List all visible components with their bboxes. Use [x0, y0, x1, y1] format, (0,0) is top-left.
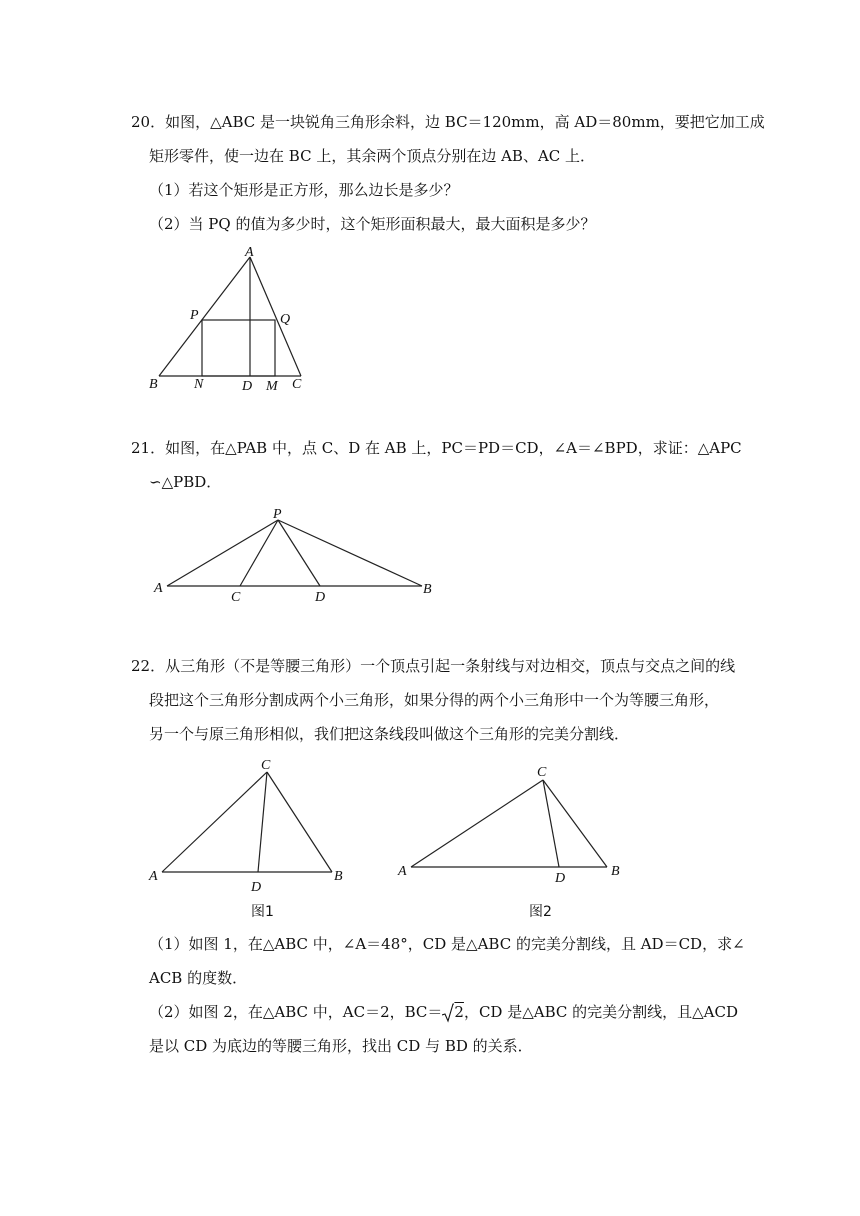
q20-label-C: C	[292, 377, 302, 392]
q20-figure	[140, 240, 320, 395]
q20-label-Q: Q	[280, 312, 291, 327]
q22-part2-sqrt-value: 2	[454, 1003, 464, 1021]
q20-label-B: B	[149, 377, 158, 392]
q22-text-line2: 段把这个三角形分割成两个小三角形，如果分得的两个小三角形中一个为等腰三角形，	[149, 691, 720, 709]
q22-part2-line1	[149, 1002, 738, 1023]
sqrt-radical-icon	[442, 1003, 454, 1023]
q22-part1-line1: （1）如图 1，在△ABC 中，∠A＝48°，CD 是△ABC 的完美分割线，且 AD＝CD，求∠	[149, 935, 745, 953]
q21-label-D: D	[315, 590, 326, 605]
q20-label-A: A	[245, 245, 254, 260]
q22-text-line3: 另一个与原三角形相似，我们把这条线段叫做这个三角形的完美分割线．	[149, 725, 630, 743]
q21-text-line2: ∽△PBD．	[149, 473, 222, 491]
q21-label-P: P	[273, 507, 282, 522]
q21-label-B: B	[423, 582, 432, 597]
q21-label-C: C	[231, 590, 241, 605]
q22-fig2-caption: 图2	[529, 904, 552, 920]
q20-part1: （1）若这个矩形是正方形，那么边长是多少？	[149, 181, 459, 199]
q20-label-D: D	[242, 379, 253, 394]
q22-fig1-label-D: D	[251, 880, 262, 895]
q21-figure	[145, 502, 445, 607]
q22-part2-text-b: ，CD 是△ABC 的完美分割线，且△ACD	[463, 1003, 739, 1021]
q22-figure-1	[140, 752, 360, 924]
q20-label-N: N	[194, 377, 204, 392]
q22-fig2-label-B: B	[611, 864, 620, 879]
q22-text-line1: 22．从三角形（不是等腰三角形）一个顶点引起一条射线与对边相交，顶点与交点之间的线	[131, 657, 736, 675]
q22-fig1-label-B: B	[334, 869, 343, 884]
q21-label-A: A	[154, 581, 163, 596]
q22-fig2-label-A: A	[398, 864, 407, 879]
q22-fig2-label-D: D	[555, 871, 566, 886]
q22-figure-2	[392, 756, 632, 924]
q20-text-line1: 20．如图，△ABC 是一块锐角三角形余料，边 BC＝120mm，高 AD＝80mm，要把它加工成	[131, 113, 765, 131]
q22-part2-line2: 是以 CD 为底边的等腰三角形，找出 CD 与 BD 的关系．	[149, 1037, 533, 1055]
q22-part2-text-a: （2）如图 2，在△ABC 中，AC＝2，BC＝	[149, 1003, 443, 1021]
q20-label-P: P	[190, 308, 199, 323]
q21-text-line1: 21．如图，在△PAB 中，点 C、D 在 AB 上，PC＝PD＝CD，∠A＝∠BPD，求证：△APC	[131, 439, 742, 457]
q20-part2: （2）当 PQ 的值为多少时，这个矩形面积最大，最大面积是多少？	[149, 215, 596, 233]
q22-fig1-caption: 图1	[251, 904, 274, 920]
q22-fig1-label-C: C	[261, 758, 271, 773]
q22-fig1-label-A: A	[149, 869, 158, 884]
q20-label-M: M	[266, 379, 278, 394]
q22-part1-line2: ACB 的度数．	[149, 969, 248, 987]
q20-text-line2: 矩形零件，使一边在 BC 上，其余两个顶点分别在边 AB、AC 上．	[149, 147, 596, 165]
q22-fig2-label-C: C	[537, 765, 547, 780]
